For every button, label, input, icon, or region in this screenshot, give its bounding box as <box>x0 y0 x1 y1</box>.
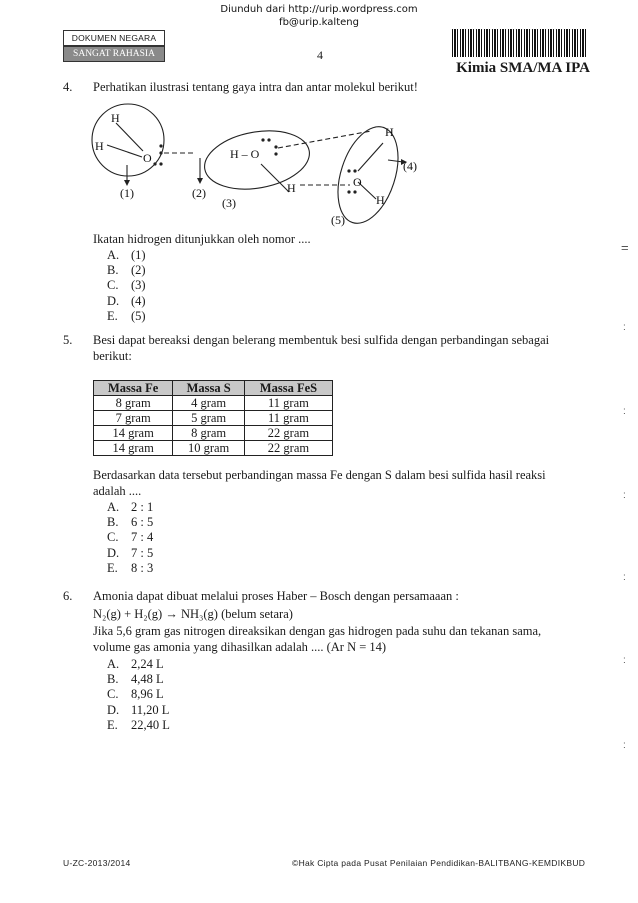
barcode-image <box>452 29 586 57</box>
option-item[interactable]: E. 22,40 L <box>107 717 170 732</box>
atom-h-label: H <box>111 111 120 125</box>
option-item[interactable]: B. (2) <box>107 263 146 278</box>
q5-question: Berdasarkan data tersebut perbandingan massa Fe dengan S dalam besi sulfida hasil reaksi adalah .... <box>93 468 546 498</box>
margin-mark-colon: : <box>623 490 626 501</box>
table-header: Massa S <box>173 381 245 396</box>
label-2: (2) <box>192 186 206 200</box>
option-item[interactable]: A. 2 : 1 <box>107 500 154 514</box>
q6-question: Jika 5,6 gram gas nitrogen direaksikan dengan gas hidrogen pada suhu dan tekanan sama, volume gas amonia yang dihasilkan adalah .... (Ar N = 14) <box>93 624 542 654</box>
secret-label: SANGAT RAHASIA <box>63 46 165 62</box>
q6-equation: N₂(g) + H₂(g) → NH₃(g) (belum setara) <box>93 607 293 621</box>
margin-mark-equals: = <box>621 240 629 255</box>
doc-classification-label: DOKUMEN NEGARA <box>63 30 165 46</box>
q4-number: 4. <box>63 80 73 94</box>
q4-text: Perhatikan ilustrasi tentang gaya intra dan antar molekul berikut! <box>93 80 418 94</box>
table-header: Massa Fe <box>94 381 173 396</box>
atom-o-label: O <box>143 151 152 165</box>
source-url: Diunduh dari http://urip.wordpress.com <box>220 4 418 15</box>
label-4: (4) <box>403 159 417 173</box>
subject-title: Kimia SMA/MA IPA <box>456 60 590 76</box>
option-item[interactable]: B. 6 : 5 <box>107 515 154 530</box>
table-row: 14 gram 8 gram 22 gram <box>94 426 333 441</box>
bond-line <box>358 143 383 171</box>
option-item[interactable]: C. (3) <box>107 278 146 293</box>
q5-text: Besi dapat bereaksi dengan belerang membentuk besi sulfida dengan perbandingan sebagai berikut: <box>93 333 550 363</box>
option-item[interactable]: A. 2,24 L <box>107 657 164 671</box>
q5-number: 5. <box>63 333 73 347</box>
margin-mark-colon: : <box>623 572 626 583</box>
option-item[interactable]: E. (5) <box>107 308 146 323</box>
source-contact: fb@urip.kalteng <box>279 17 359 28</box>
table-row: 14 gram 10 gram 22 gram <box>94 441 333 456</box>
q6-text: Amonia dapat dibuat melalui proses Haber – Bosch dengan persamaaan : <box>93 589 459 603</box>
atom-h-label: H <box>287 181 296 195</box>
option-item[interactable]: C. 7 : 4 <box>107 530 154 545</box>
molecule-diagram <box>85 100 415 230</box>
option-item[interactable]: A. (1) <box>107 248 146 262</box>
q5-options <box>107 500 153 576</box>
atom-h-label: H <box>376 193 385 207</box>
h-o-group-label: H – O <box>230 147 260 161</box>
bond-line <box>107 145 142 157</box>
option-item[interactable]: D. (4) <box>107 293 146 308</box>
table-row: 7 gram 5 gram 11 gram <box>94 411 333 426</box>
bond-line <box>116 123 143 151</box>
mass-table <box>93 380 333 456</box>
option-item[interactable]: D. 11,20 L <box>107 702 170 717</box>
label-3: (3) <box>222 196 236 210</box>
table-header: Massa FeS <box>244 381 332 396</box>
label-5: (5) <box>331 213 345 227</box>
footer-code: U-ZC-2013/2014 <box>63 858 131 868</box>
margin-mark-colon: : <box>623 406 626 417</box>
table-row: 8 gram 4 gram 11 gram <box>94 396 333 411</box>
option-item[interactable]: C. 8,96 L <box>107 687 164 702</box>
margin-mark-colon: : <box>623 322 626 333</box>
q6-number: 6. <box>63 589 73 603</box>
q4-question: Ikatan hidrogen ditunjukkan oleh nomor .... <box>93 232 311 246</box>
margin-mark-colon: : <box>623 655 626 666</box>
option-item[interactable]: B. 4,48 L <box>107 672 164 687</box>
atom-h-label: H <box>95 139 104 153</box>
q4-options <box>107 248 146 324</box>
margin-mark-colon: : <box>623 740 626 751</box>
page-number: 4 <box>317 48 323 62</box>
arrow-line <box>388 160 403 162</box>
atom-o-label: O <box>353 175 362 189</box>
bond-line <box>261 164 289 192</box>
footer-copyright: ©Hak Cipta pada Pusat Penilaian Pendidikan-BALITBANG-KEMDIKBUD <box>292 858 586 868</box>
label-1: (1) <box>120 186 134 200</box>
q6-options <box>107 657 170 733</box>
atom-h-label: H <box>385 125 394 139</box>
option-item[interactable]: D. 7 : 5 <box>107 545 154 560</box>
option-item[interactable]: E. 8 : 3 <box>107 560 154 575</box>
